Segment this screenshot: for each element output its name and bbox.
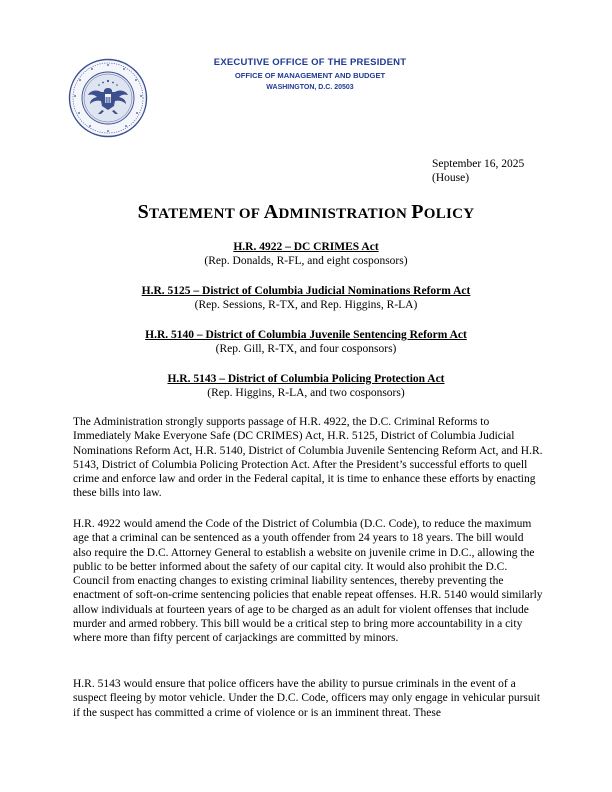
bill-block	[0, 240, 612, 268]
bill-block	[0, 284, 612, 312]
title-cap-s: S	[137, 201, 150, 223]
body-paragraph: H.R. 4922 would amend the Code of the District of Columbia (D.C. Code), to reduce the maximum age that a criminal can be sentenced as a youth offender from 24 years to 18 years. The bill would also require the D.C. Attorney General to establish a website on juvenile crime in D.C., allowing the public to be better informed about the safety of our capital city. It would also prohibit the D.C. Council from enacting changes to existing criminal liability sentences, thereby preventing the enactment of soft-on-crime sentencing policies that enable repeat offenses. H.R. 5140 would similarly allow individuals at fourteen years of age to be charged as an adult for violent offenses that include murder and armed robbery. This bill would be a critical step to bring more accountability in a city where more than fifty percent of carjackings are committed by minors.	[73, 518, 543, 645]
letterhead-address: WASHINGTON, D.C. 20503	[266, 84, 354, 91]
bill-sponsors: (Rep. Sessions, R-TX, and Rep. Higgins, R-LA)	[194, 299, 418, 311]
letterhead-omb: OFFICE OF MANAGEMENT AND BUDGET	[234, 71, 386, 80]
title-rest-p: OLICY	[423, 206, 475, 222]
bill-block	[0, 372, 612, 400]
document-date: September 16, 2025	[432, 158, 525, 170]
chamber: (House)	[432, 172, 470, 184]
title-rest-s: TATEMENT OF	[149, 206, 264, 222]
letterhead	[160, 57, 460, 91]
bill-sponsors: (Rep. Donalds, R-FL, and eight cosponsors)	[204, 255, 408, 267]
title-cap-p: P	[411, 201, 424, 223]
bill-title: H.R. 5125 – District of Columbia Judicial Nominations Reform Act	[141, 285, 471, 297]
presidential-seal-icon	[68, 58, 148, 138]
title-rest-a: DMINISTRATION	[278, 206, 412, 222]
bill-sponsors: (Rep. Gill, R-TX, and four cosponsors)	[215, 343, 397, 355]
bill-block	[0, 328, 612, 356]
bill-title: H.R. 4922 – DC CRIMES Act	[233, 241, 379, 253]
document-title	[0, 201, 612, 224]
title-cap-a: A	[263, 201, 279, 223]
date-block	[432, 157, 524, 185]
bill-sponsors: (Rep. Higgins, R-LA, and two cosponsors)	[207, 387, 405, 399]
bill-title: H.R. 5143 – District of Columbia Policing Protection Act	[167, 373, 445, 385]
bill-title: H.R. 5140 – District of Columbia Juvenile Sentencing Reform Act	[145, 329, 467, 341]
body-paragraph: The Administration strongly supports passage of H.R. 4922, the D.C. Criminal Reforms to Immediately Make Everyone Safe (DC CRIMES) Act, H.R. 5125, District of Columbia Judicial Nominations Reform Act, H.R. 5140, District of Columbia Juvenile Sentencing Reform Act, and H.R. 5143, District of Columbia Policing Protection Act. After the President’s successful efforts to quell crime and enforce law and order in the Federal capital, it is time to enhance these efforts by enacting these bills into law.	[73, 416, 543, 500]
body-paragraph: H.R. 5143 would ensure that police officers have the ability to pursue criminals in the event of a suspect fleeing by motor vehicle. Under the D.C. Code, officers may only engage in vehicular pursuit if the suspect has committed a crime of violence or is an imminent threat. These	[73, 678, 541, 719]
letterhead-executive-office: EXECUTIVE OFFICE OF THE PRESIDENT	[213, 57, 407, 68]
